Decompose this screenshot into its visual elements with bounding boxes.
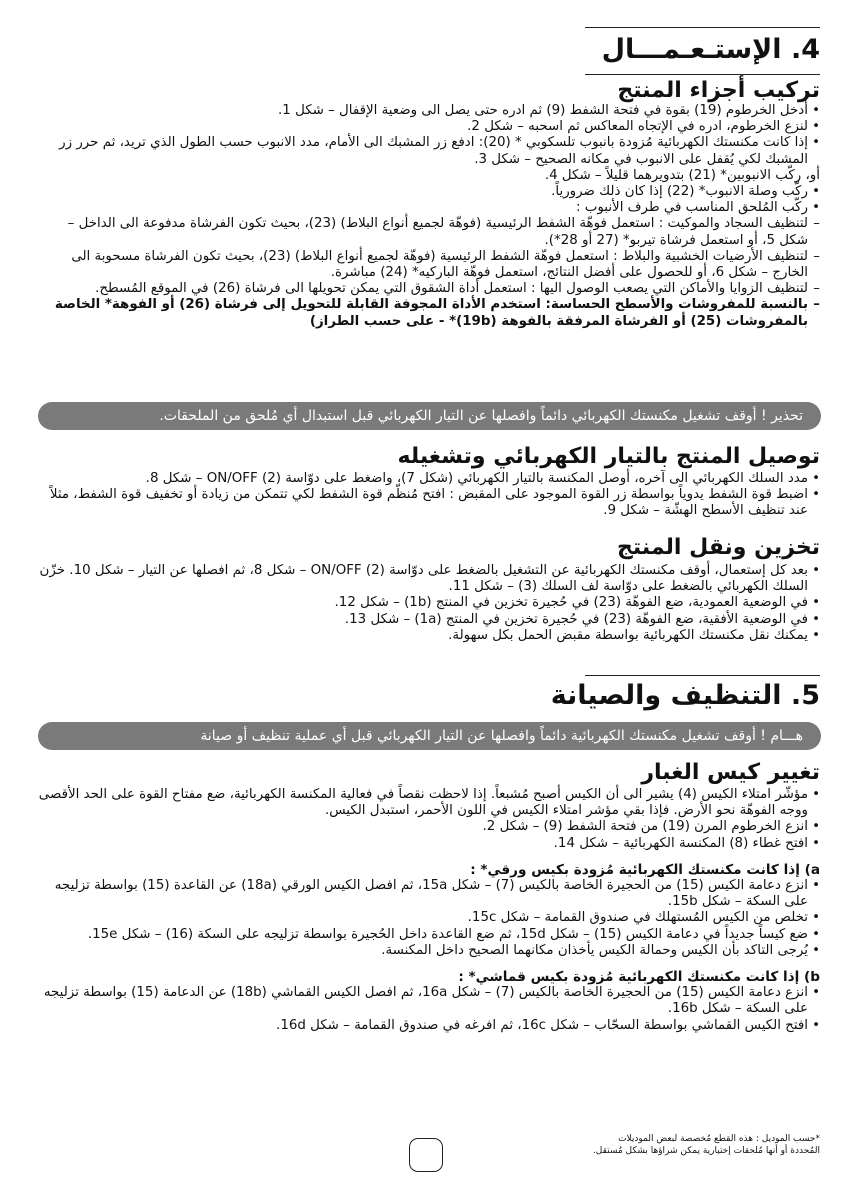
top-rule bbox=[585, 27, 820, 28]
bag-title: تغيير كيس الغبار bbox=[641, 760, 820, 785]
list-item: • يُرجى التاكد بأن الكيس وحمالة الكيس يأخذان مكانهما الصحيح داخل المكنسة. bbox=[38, 943, 820, 959]
warning-banner: تحذير ! أوقف تشغيل مكنستك الكهربائي دائماً وافصلها عن التيار الكهربائي قبل استبدال أي مُلحق من الملحقات. bbox=[38, 402, 821, 430]
list-item: – لتنظيف الزوايا والأماكن التي يصعب الوصول اليها : استعمل أداة الشقوق التي يمكن تحويلها الى فرشاة (26) في الموقع المُسطح. bbox=[38, 281, 820, 297]
list-item: • لنزع الخرطوم، ادره في الإتجاه المعاكس ثم اسحبه – شكل 2. bbox=[38, 119, 820, 135]
list-item: • ركّب المُلحق المناسب في طرف الأنبوب : bbox=[38, 200, 820, 216]
list-item: • تخلص من الكيس المُستهلك في صندوق القمامة – شكل 15c. bbox=[38, 910, 820, 926]
footnote bbox=[560, 1133, 820, 1157]
section-4-underline bbox=[585, 74, 820, 75]
list-item: • أدخل الخرطوم (19) بقوة في فتحة الشفط (9) ثم ادره حتى يصل الى وضعية الإقفال – شكل 1. bbox=[38, 103, 820, 119]
list-item: • افتح الكيس القماشي بواسطة السحّاب – شكل 16c، ثم افرغه في صندوق القمامة – شكل 16d. bbox=[38, 1018, 820, 1034]
section-4-title: 4. الإستـعـمـــال bbox=[601, 34, 820, 65]
list-item: • انزع دعامة الكيس (15) من الحجيرة الخاصة بالكيس (7) – شكل 15a، ثم افصل الكيس الورقي (18a) عن القاعدة (15) بواسطة تزليجه على السكة – شكل 15b. bbox=[38, 878, 820, 910]
list-item: – بالنسبة للمفروشات والأسطح الحساسة: استخدم الأداة المجوفة القابلة للتحويل إلى فرشاة (26) أو الفوهة* الخاصة بالمفروشات (25) أو الفرشاة المرفقة بالفوهة (19b)* - على حسب الطراز) bbox=[38, 297, 820, 329]
list-item: • اضبط قوة الشفط يدوياً بواسطة زر القوة الموجود على المقبض : افتح مُنظّم قوة الشفط لكي تتمكن من زيادة أو تخفيف قوة الشفط، مثلاً عند تنظيف الأسطح الهشّة – شكل 9. bbox=[38, 487, 820, 519]
list-item: • انزع دعامة الكيس (15) من الحجيرة الخاصة بالكيس (7) – شكل 16a، ثم افصل الكيس القماشي (18b) عن الدعامة (15) بواسطة تزليجه على السكة – شكل 16b. bbox=[38, 985, 820, 1017]
storage-title: تخزين ونقل المنتج bbox=[617, 535, 820, 560]
list-item: • انزع الخرطوم المرن (19) من فتحة الشفط (9) – شكل 2. bbox=[38, 819, 820, 835]
assembly-list bbox=[38, 103, 820, 330]
section-5-title: 5. التنظيف والصيانة bbox=[550, 680, 820, 711]
list-item: أو، ركّب الانبوبين* (21) بتدويرهما قليلاً – شكل 4. bbox=[544, 167, 820, 183]
maintenance-warning-banner: هـــام ! أوقف تشغيل مكنستك الكهربائية دائماً وافصلها عن التيار الكهربائي قبل أي عملية تنظيف أو صيانة bbox=[38, 722, 821, 750]
assembly-title: تركيب أجزاء المنتج bbox=[617, 78, 820, 103]
list-item: • افتح غطاء (8) المكنسة الكهربائية – شكل 14. bbox=[38, 836, 820, 852]
storage-list bbox=[38, 563, 820, 644]
list-item: • إذا كانت مكنستك الكهربائية مُزودة بانبوب تلسكوبي * (20): ادفع زر المشبك الى الأمام، مدد الانبوب حسب الطول الذي تريد، ثم حرر زر المشبك لكي يُقفل على الانبوب في مكانه الصحيح – شكل 3. bbox=[38, 135, 820, 167]
list-item: • يمكنك نقل مكنستك الكهربائية بواسطة مقبض الحمل بكل سهولة. bbox=[38, 628, 820, 644]
list-item: • في الوضعية العمودية، ضع الفوهّة (23) في حُجيرة تخزين في المنتج (1b) – شكل 12. bbox=[38, 595, 820, 611]
page-number-box bbox=[409, 1138, 443, 1172]
cloth-bag-heading: b) إذا كانت مكنستك الكهربائية مُزودة بكيس قماشي* : bbox=[458, 969, 820, 986]
footnote-line-1: *حسب الموديل : هذه القطع مُخصصة لبعض الموديلات bbox=[618, 1134, 820, 1144]
list-item: • بعد كل إستعمال، أوقف مكنستك الكهربائية عن التشغيل بالضغط على دوّاسة ON/OFF (2) – شكل 8، ثم افصلها عن التيار – شكل 10. خزّن السلك الكهربائي بالضغط على دوّاسة لف السلك (3) – شكل 11. bbox=[38, 563, 820, 595]
list-item: • في الوضعية الأفقية، ضع الفوهّة (23) في حُجيرة تخزين في المنتج (1a) – شكل 13. bbox=[38, 612, 820, 628]
list-item: – لتنظيف الأرضيات الخشبية والبلاط : استعمل فوهّة الشفط الرئيسية (فوهّة لجميع أنواع البلاط) (23)، بحيث تكون الفرشاة مسحوبة الى الخارج – شكل 6، أو للحصول على أفضل النتائج، استعمل فوهّة الباركيه* (24) مباشرة. bbox=[38, 249, 820, 281]
list-item: • مدد السلك الكهربائي الى آخره، أوصل المكنسة بالتيار الكهربائي (شكل 7)، واضغط على دوّاسة ON/OFF (2) – شكل 8. bbox=[38, 471, 820, 487]
list-item: • مؤشّر امتلاء الكيس (4) يشير الى أن الكيس أصبح مُشبعاً. إذا لاحظت نقصاً في فعالية المكنسة الكهربائية، ضع مفتاح القوة على الحد الأقصى ووجه الفوهّة نحو الأرض. فإذا بقي مؤشر امتلاء الكيس في اللون الأحمر، استبدل الكيس. bbox=[38, 787, 820, 819]
paper-bag-heading: a) إذا كانت مكنستك الكهربائية مُزودة بكيس ورقي* : bbox=[470, 861, 820, 878]
bag-list bbox=[38, 787, 820, 1034]
list-item: • ركّب وصلة الانبوب* (22) إذا كان ذلك ضرورياً. bbox=[38, 184, 820, 200]
connect-list bbox=[38, 471, 820, 520]
connect-title: توصيل المنتج بالتيار الكهربائي وتشغيله bbox=[397, 444, 820, 469]
list-item: • ضع كيساً جديداً في دعامة الكيس (15) – شكل 15d، ثم ضع القاعدة داخل الحُجيرة بواسطة تزليجه على السكة (16) – شكل 15e. bbox=[38, 927, 820, 943]
list-item: – لتنظيف السجاد والموكيت : استعمل فوهّة الشفط الرئيسية (فوهّة لجميع أنواع البلاط) (23)، بحيث تكون الفرشاة مدفوعة الى الداخل – شكل 5، أو استعمل فرشاة تيربو* (27 أو 28*). bbox=[38, 216, 820, 248]
section-5-rule bbox=[585, 675, 820, 676]
footnote-line-2: المُحددة أو أنها مُلحقات إختيارية يمكن شراؤها بشكل مُستقل. bbox=[592, 1146, 820, 1156]
